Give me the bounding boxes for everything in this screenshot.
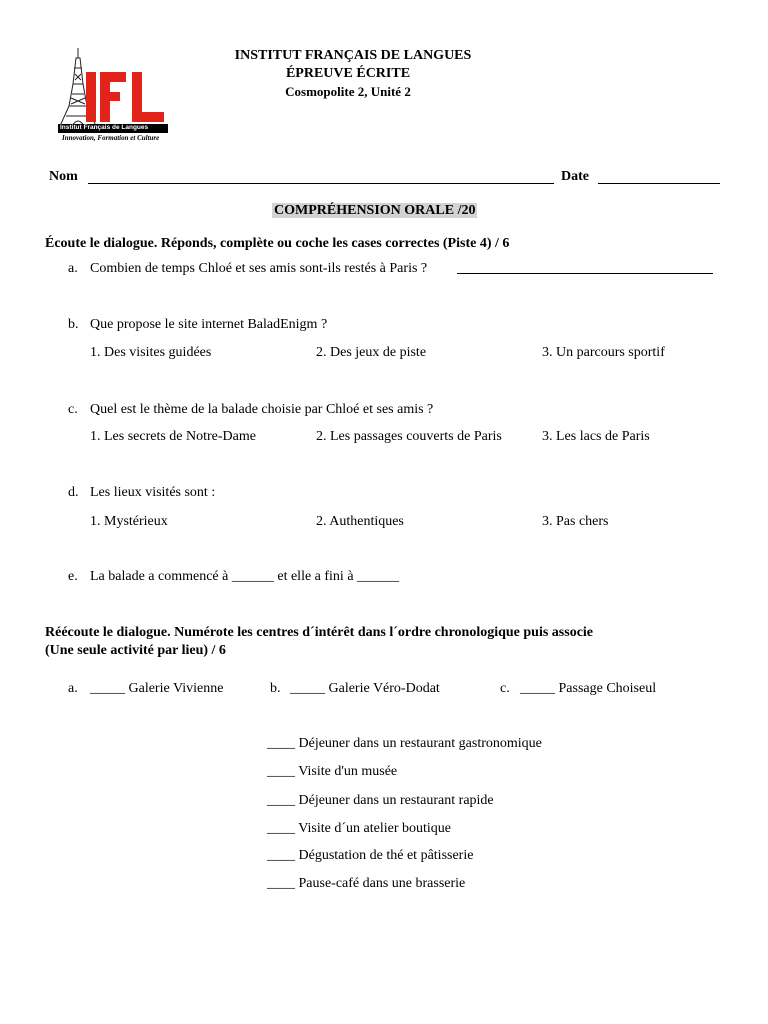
question-c-option-1[interactable]: 1. Les secrets de Notre-Dame [90, 429, 256, 444]
question-b-text: Que propose le site internet BaladEnigm ? [90, 317, 328, 332]
question-e-letter: e. [68, 569, 78, 584]
activity-item[interactable]: ____ Visite d'un musée [267, 764, 398, 779]
question-c-option-2[interactable]: 2. Les passages couverts de Paris [316, 429, 502, 444]
section2-instruction-2: (Une seule activité par lieu) / 6 [45, 643, 226, 658]
logo-name: Institut Français de Langues [60, 124, 149, 131]
activity-item[interactable]: ____ Déjeuner dans un restaurant gastronomique [267, 736, 542, 751]
place-c[interactable]: _____ Passage Choiseul [520, 681, 657, 696]
activity-item[interactable]: ____ Dégustation de thé et pâtisserie [267, 848, 474, 863]
question-d-text: Les lieux visités sont : [90, 485, 216, 500]
question-a-answer-field[interactable] [457, 273, 713, 274]
date-label: Date [561, 169, 589, 184]
place-b[interactable]: _____ Galerie Véro-Dodat [290, 681, 440, 696]
place-a[interactable]: _____ Galerie Vivienne [90, 681, 224, 696]
question-b-option-1[interactable]: 1. Des visites guidées [90, 345, 212, 360]
question-d-option-3[interactable]: 3. Pas chers [542, 514, 609, 529]
section1-instruction: Écoute le dialogue. Réponds, complète ou coche les cases correctes (Piste 4) / 6 [45, 236, 510, 251]
activity-item[interactable]: ____ Déjeuner dans un restaurant rapide [267, 793, 494, 808]
question-d-option-1[interactable]: 1. Mystérieux [90, 514, 168, 529]
place-a-letter: a. [68, 681, 78, 696]
book-title: Cosmopolite 2, Unité 2 [285, 84, 411, 99]
activity-item[interactable]: ____ Pause-café dans une brasserie [267, 876, 466, 891]
question-b-option-3[interactable]: 3. Un parcours sportif [542, 345, 665, 360]
question-b-letter: b. [68, 317, 79, 332]
question-c-letter: c. [68, 402, 78, 417]
exam-title: ÉPREUVE ÉCRITE [285, 66, 411, 81]
nom-field[interactable] [88, 183, 554, 184]
activity-item[interactable]: ____ Visite d´un atelier boutique [267, 821, 451, 836]
section2-instruction-1: Réécoute le dialogue. Numérote les centres d´intérêt dans l´ordre chronologique puis associe [45, 625, 594, 640]
nom-label: Nom [49, 169, 78, 184]
question-c-text: Quel est le thème de la balade choisie par Chloé et ses amis ? [90, 402, 434, 417]
question-a-text: Combien de temps Chloé et ses amis sont-ils restés à Paris ? [90, 261, 428, 276]
place-c-letter: c. [500, 681, 510, 696]
question-e-text[interactable]: La balade a commencé à ______ et elle a fini à ______ [90, 569, 400, 584]
question-c-option-3[interactable]: 3. Les lacs de Paris [542, 429, 650, 444]
question-d-option-2[interactable]: 2. Authentiques [316, 514, 404, 529]
question-b-option-2[interactable]: 2. Des jeux de piste [316, 345, 427, 360]
institute-title: INSTITUT FRANÇAIS DE LANGUES [234, 48, 472, 63]
section-title [272, 201, 477, 219]
section-title-text: COMPRÉHENSION ORALE /20 [274, 203, 476, 218]
place-b-letter: b. [270, 681, 281, 696]
question-a-letter: a. [68, 261, 78, 276]
date-field[interactable] [598, 183, 720, 184]
logo-tagline: Innovation, Formation et Culture [62, 134, 160, 142]
question-d-letter: d. [68, 485, 79, 500]
